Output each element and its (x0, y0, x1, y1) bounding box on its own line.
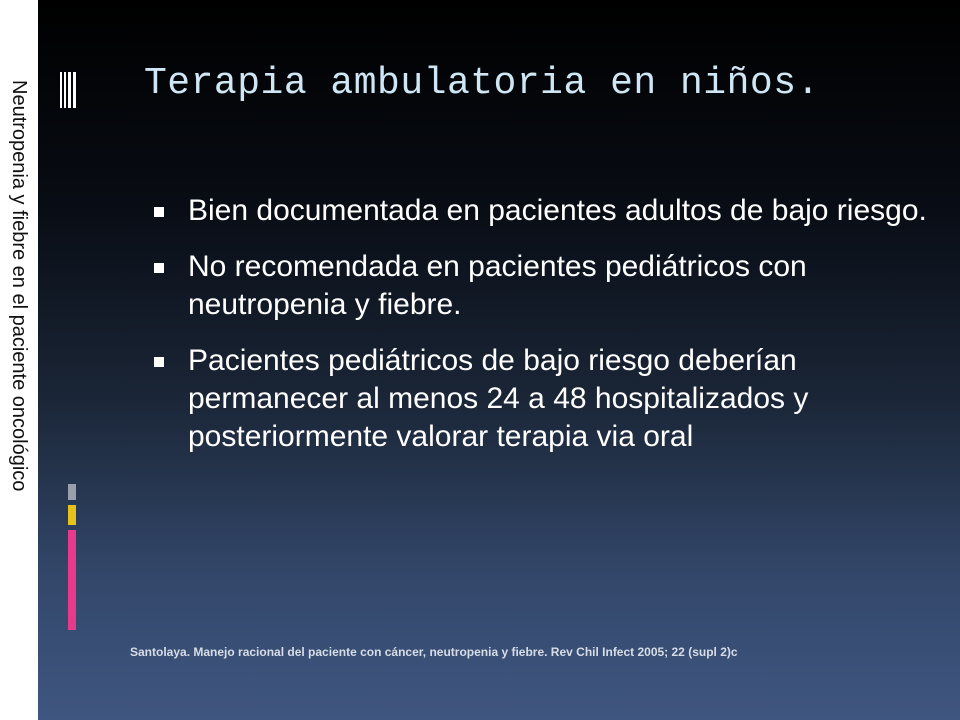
decor-line (60, 72, 62, 108)
accent-mark-pink (68, 530, 76, 630)
slide-title: Terapia ambulatoria en niños. (144, 62, 820, 105)
bullet-item (152, 192, 952, 230)
square-bullet-icon (154, 263, 164, 273)
decor-line (73, 72, 76, 108)
square-bullet-icon (154, 357, 164, 367)
slide-body (38, 0, 960, 720)
bullet-text: Pacientes pediátricos de bajo riesgo deberían permanecer al menos 24 a 48 hospitalizados y posteriormente valorar terapia via oral (188, 344, 809, 453)
decor-line (68, 72, 71, 108)
bullet-text: No recomendada en pacientes pediátricos con neutropenia y fiebre. (188, 250, 807, 321)
citation: Santolaya. Manejo racional del paciente con cáncer, neutropenia y fiebre. Rev Chil Infect 2005; 22 (supl 2)c (130, 645, 738, 659)
square-bullet-icon (154, 207, 164, 217)
side-band (0, 0, 38, 720)
decor-line (64, 72, 66, 108)
bullet-list (152, 192, 952, 474)
bullet-item (152, 248, 952, 324)
side-label: Neutropenia y fiebre en el paciente oncológico (8, 80, 30, 492)
bullet-item (152, 342, 952, 456)
accent-mark-gray (68, 484, 76, 500)
accent-mark-yellow (68, 505, 76, 525)
bullet-text: Bien documentada en pacientes adultos de bajo riesgo. (188, 194, 927, 227)
